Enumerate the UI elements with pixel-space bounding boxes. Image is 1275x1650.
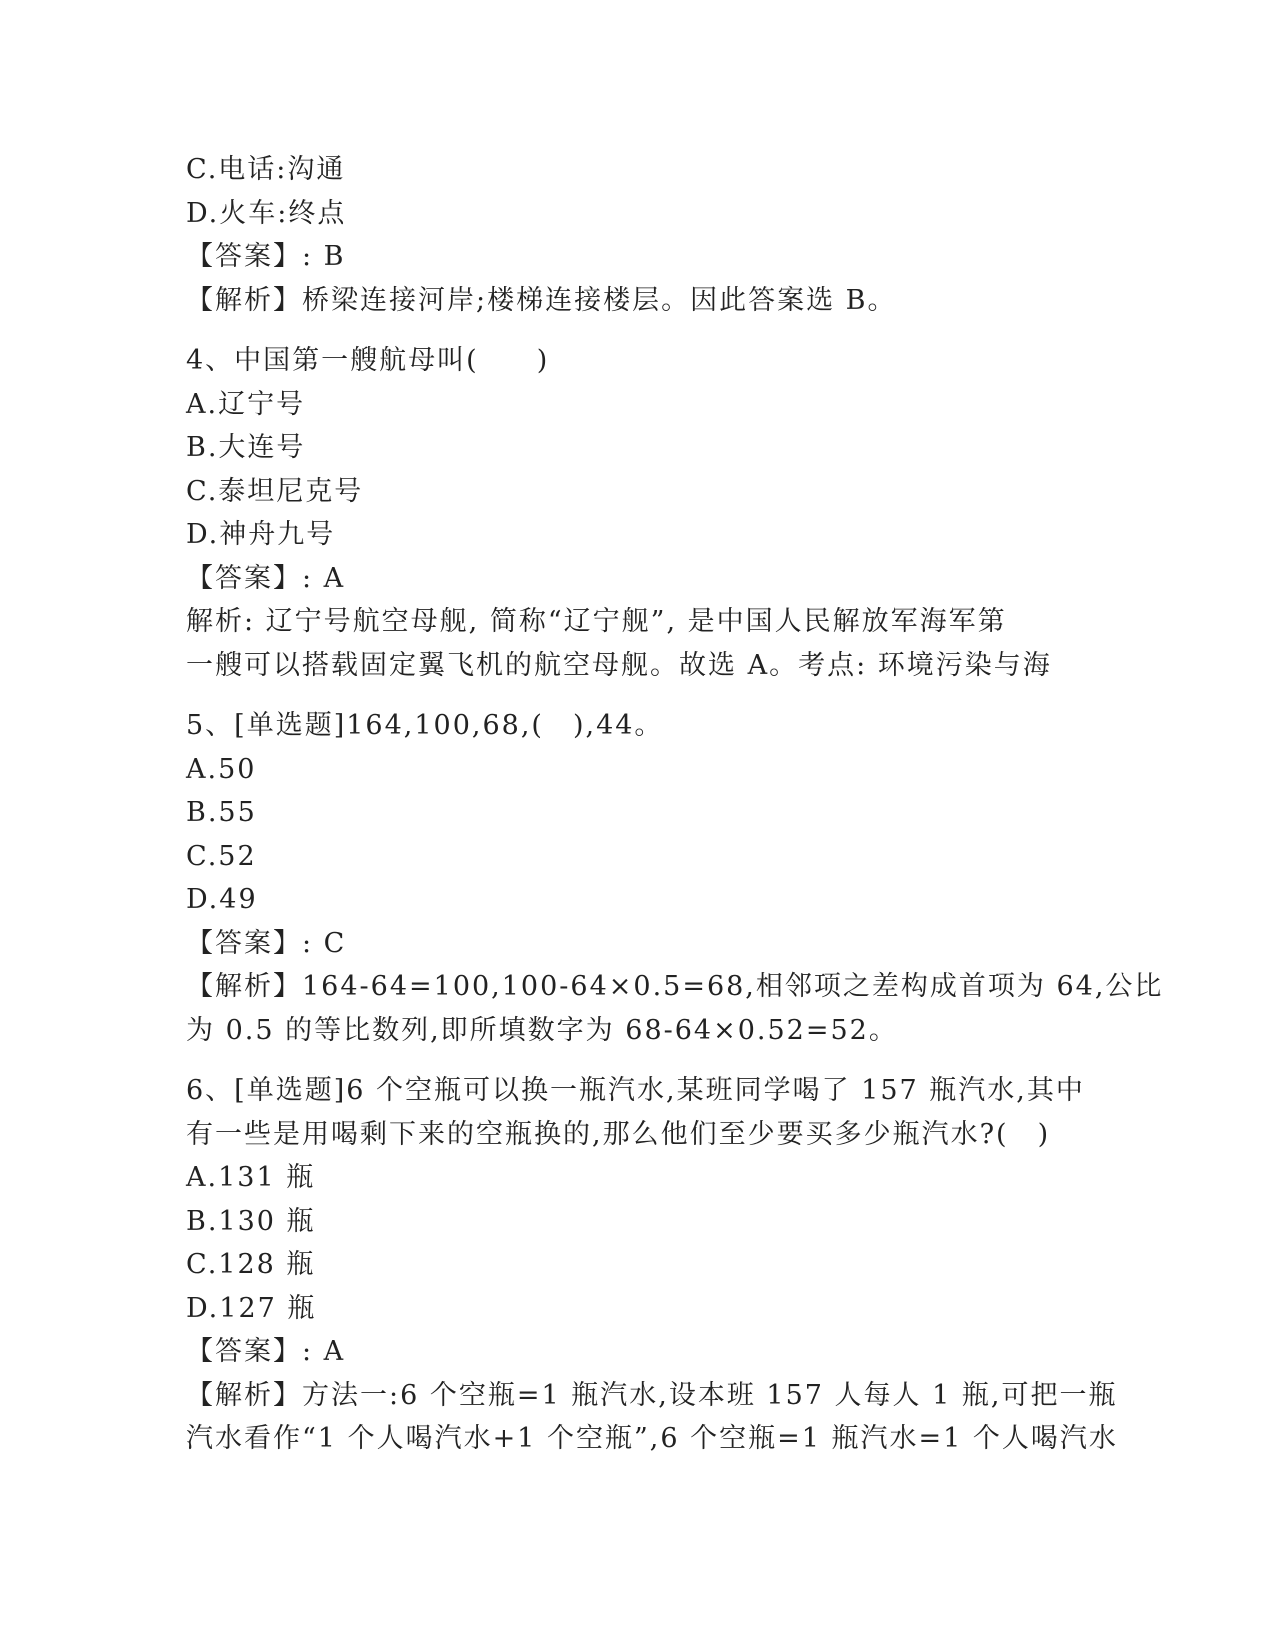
q5-analysis-line-2: 为 0.5 的等比数列,即所填数字为 68-64×0.52=52。 xyxy=(186,1014,898,1046)
question-4-block xyxy=(186,339,1086,687)
q3-analysis-line-1: 【解析】桥梁连接河岸;楼梯连接楼层。因此答案选 B。 xyxy=(186,284,897,316)
q4-option-b: B.大连号 xyxy=(186,432,306,463)
q5-option-d: D.49 xyxy=(186,884,258,915)
q5-analysis-line-1: 【解析】164-64=100,100-64×0.5=68,相邻项之差构成首项为 64,公比 xyxy=(186,971,1164,1002)
q4-answer: 【答案】: A xyxy=(186,562,346,594)
q4-question-line-1: 4、中国第一艘航母叫( ) xyxy=(186,345,550,376)
q3-option-c: C.电话:沟通 xyxy=(186,154,346,185)
q4-option-d: D.神舟九号 xyxy=(186,519,336,550)
q6-answer: 【答案】: A xyxy=(186,1336,346,1367)
q6-question-line-1: 6、[单选题]6 个空瓶可以换一瓶汽水,某班同学喝了 157 瓶汽水,其中 xyxy=(186,1075,1085,1106)
q6-option-a: A.131 瓶 xyxy=(186,1162,316,1193)
q6-option-b: B.130 瓶 xyxy=(186,1205,316,1237)
q4-option-c: C.泰坦尼克号 xyxy=(186,475,364,507)
document-content xyxy=(186,148,1164,1461)
q5-question-line-1: 5、[单选题]164,100,68,( ),44。 xyxy=(186,710,664,741)
q4-analysis-line-1: 解析: 辽宁号航空母舰, 简称“辽宁舰”, 是中国人民解放军海军第 xyxy=(186,606,1007,637)
q6-question-line-2: 有一些是用喝剩下来的空瓶换的,那么他们至少要买多少瓶汽水?( ) xyxy=(186,1118,1051,1150)
q5-answer: 【答案】: C xyxy=(186,927,347,959)
q4-analysis-line-2: 一艘可以搭载固定翼飞机的航空母舰。故选 A。考点: 环境污染与海 xyxy=(186,649,1052,681)
q5-option-b: B.55 xyxy=(186,797,257,828)
q5-option-a: A.50 xyxy=(186,753,257,785)
q6-option-c: C.128 瓶 xyxy=(186,1249,316,1280)
q3-answer: 【答案】: B xyxy=(186,241,346,272)
q6-analysis-line-2: 汽水看作“1 个人喝汽水+1 个空瓶”,6 个空瓶=1 瓶汽水=1 个人喝汽水 xyxy=(186,1423,1118,1454)
q4-option-a: A.辽宁号 xyxy=(186,388,306,420)
q3-option-d: D.火车:终点 xyxy=(186,197,347,229)
q6-analysis-line-1: 【解析】方法一:6 个空瓶=1 瓶汽水,设本班 157 人每人 1 瓶,可把一瓶 xyxy=(186,1379,1118,1411)
question-5-block xyxy=(186,704,1164,1052)
q6-option-d: D.127 瓶 xyxy=(186,1292,317,1324)
q5-option-c: C.52 xyxy=(186,840,257,872)
question-6-block xyxy=(186,1069,1118,1461)
question-3-block xyxy=(186,148,1086,322)
